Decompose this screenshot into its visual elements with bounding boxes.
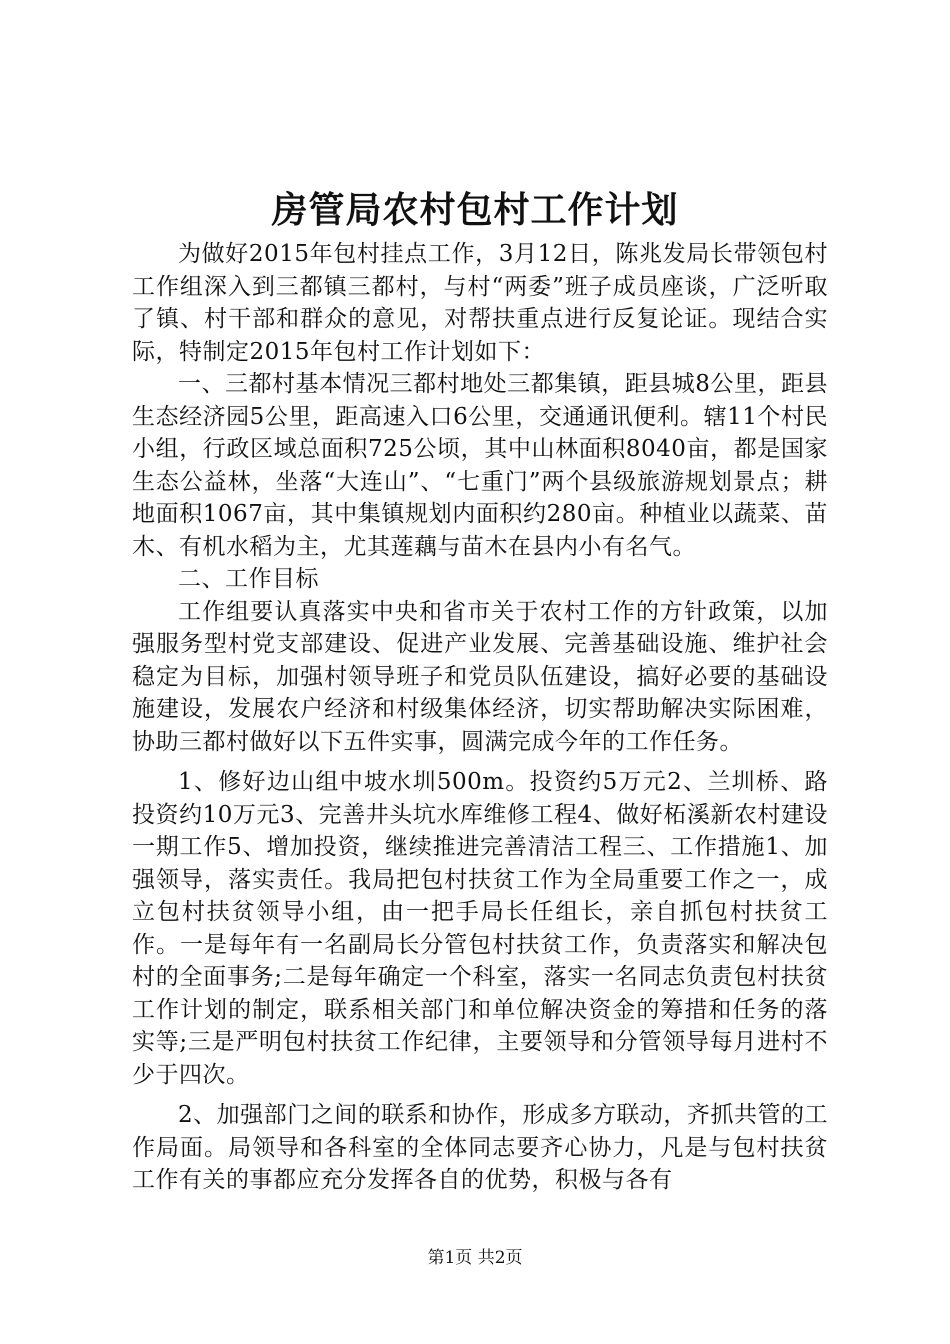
paragraph-goals: 工作组要认真落实中央和省市关于农村工作的方针政策，以加强服务型村党支部建设、促进产业发展、完善基础设施、维护社会稳定为目标，加强村领导班子和党员队伍建设，搞好必要的基础设施建设，发展农户经济和村级集体经济，切实帮助解决实际困难，协助三都村做好以下五件实事，圆满完成今年的工作任务。 xyxy=(132,598,828,755)
document-body xyxy=(132,238,828,1197)
paragraph-basic-situation: 一、三都村基本情况三都村地处三都集镇，距县城8公里，距县生态经济园5公里，距高速入口6公里，交通通讯便利。辖11个村民小组，行政区域总面积725公顷，其中山林面积8040亩，都是国家生态公益林，坐落“大连山”、“七重门”两个县级旅游规划景点；耕地面积1067亩，其中集镇规划内面积约280亩。种植业以蔬菜、苗木、有机水稻为主，尤其莲藕与苗木在县内小有名气。 xyxy=(132,371,828,560)
paragraph-intro: 为做好2015年包村挂点工作，3月12日，陈兆发局长带领包村工作组深入到三都镇三都村，与村“两委”班子成员座谈，广泛听取了镇、村干部和群众的意见，对帮扶重点进行反复论证。现结合实际，特制定2015年包村工作计划如下： xyxy=(132,241,828,365)
paragraph-goal-heading: 二、工作目标 xyxy=(178,566,319,592)
page-number-footer: 第1页 共2页 xyxy=(427,1248,523,1268)
paragraph-tasks-measures: 1、修好边山组中坡水圳500m。投资约5万元2、兰圳桥、路投资约10万元3、完善井头坑水库维修工程4、做好柘溪新农村建设一期工作5、增加投资，继续推进完善清洁工程三、工作措施1、加强领导，落实责任。我局把包村扶贫工作为全局重要工作之一，成立包村扶贫领导小组，由一把手局长任组长，亲自抓包村扶贫工作。一是每年有一名副局长分管包村扶贫工作，负责落实和解决包村的全面事务;二是每年确定一个科室，落实一名同志负责包村扶贫工作计划的制定，联系相关部门和单位解决资金的筹措和任务的落实等;三是严明包村扶贫工作纪律，主要领导和分管领导每月进村不少于四次。 xyxy=(132,769,828,1088)
paragraph-coordination: 2、加强部门之间的联系和协作，形成多方联动，齐抓共管的工作局面。局领导和各科室的全体同志要齐心协力，凡是与包村扶贫工作有关的事都应充分发挥各自的优势，积极与各有 xyxy=(132,1102,828,1193)
document-title: 房管局农村包村工作计划 xyxy=(271,189,679,231)
